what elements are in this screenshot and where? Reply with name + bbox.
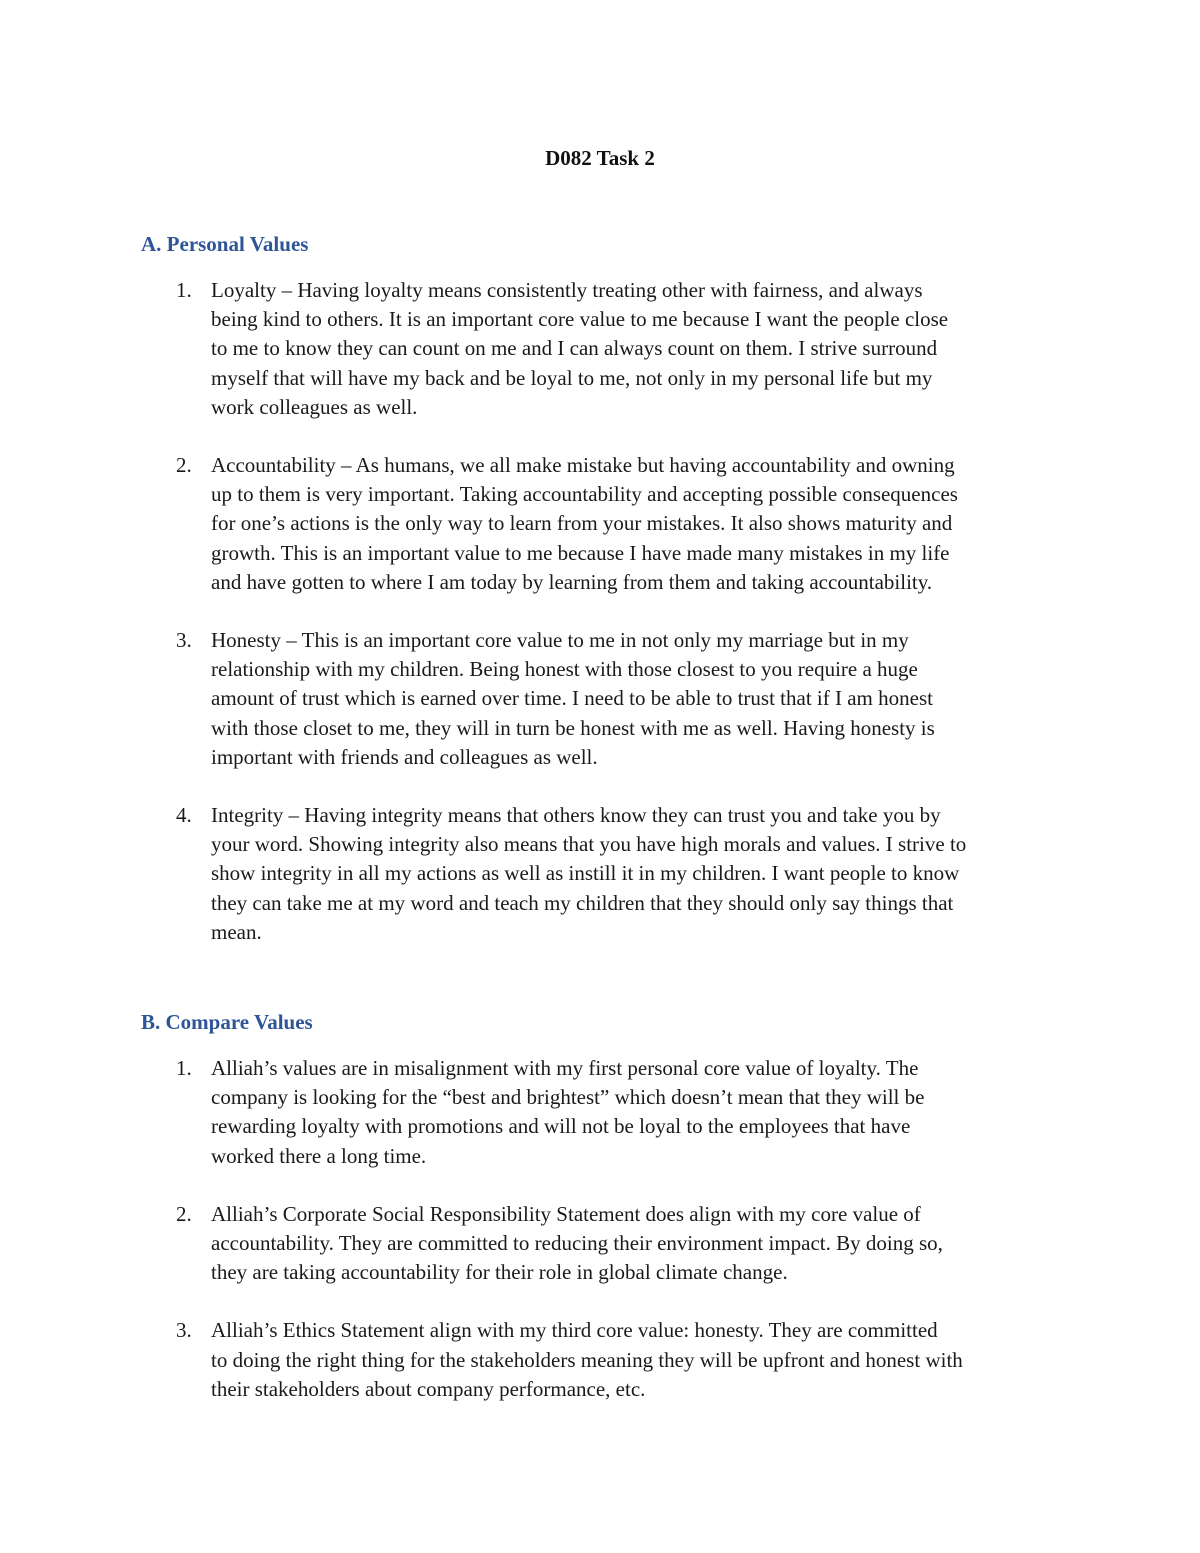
text-line: show integrity in all my actions as well as instill it in my children. I want people to know <box>211 861 960 886</box>
list-item <box>0 1316 1200 1404</box>
text-line: relationship with my children. Being honest with those closest to you require a huge <box>211 657 918 682</box>
text-line: their stakeholders about company performance, etc. <box>211 1376 646 1401</box>
text-line: Alliah’s Ethics Statement align with my third core value: honesty. They are committed <box>211 1318 938 1343</box>
text-line: Loyalty – Having loyalty means consistently treating other with fairness, and always <box>211 278 923 302</box>
text-line: myself that will have my back and be loyal to me, not only in my personal life but my <box>211 365 933 390</box>
section-heading-compare-values: B. Compare Values <box>141 1010 313 1034</box>
list-item-number: 1. <box>176 278 192 302</box>
list-item <box>0 276 1200 422</box>
text-line: they are taking accountability for their role in global climate change. <box>211 1260 788 1285</box>
list-item-number: 4. <box>176 803 192 828</box>
text-line: mean. <box>211 919 262 944</box>
list-item <box>0 1200 1200 1288</box>
document-title: D082 Task 2 <box>545 146 655 170</box>
text-line: to doing the right thing for the stakeholders meaning they will be upfront and honest with <box>211 1347 963 1372</box>
list-item <box>0 626 1200 772</box>
list-item-text <box>211 801 1063 947</box>
list-item <box>0 451 1200 597</box>
list-item-text <box>211 451 1063 597</box>
list-item-number: 2. <box>176 453 192 478</box>
text-line: work colleagues as well. <box>211 394 418 419</box>
text-line: amount of trust which is earned over time. I need to be able to trust that if I am honest <box>211 686 933 711</box>
list-item <box>0 801 1200 947</box>
text-line: with those closet to me, they will in turn be honest with me as well. Having honesty is <box>211 715 935 740</box>
list-item-number: 2. <box>176 1201 192 1226</box>
text-line: growth. This is an important value to me because I have made many mistakes in my life <box>211 540 950 565</box>
list-item-text <box>211 276 1063 422</box>
text-line: for one’s actions is the only way to learn from your mistakes. It also shows maturity and <box>211 511 953 536</box>
list-item-number: 3. <box>176 1318 192 1343</box>
text-line: company is looking for the “best and brightest” which doesn’t mean that they will be <box>211 1085 925 1110</box>
text-line: to me to know they can count on me and I can always count on them. I strive surround <box>211 336 938 361</box>
text-line: accountability. They are committed to reducing their environment impact. By doing so, <box>211 1231 943 1256</box>
list-item-text <box>211 1200 1063 1288</box>
list-item-text <box>211 1316 1063 1404</box>
text-line: rewarding loyalty with promotions and will not be loyal to the employees that have <box>211 1114 911 1139</box>
list-item <box>0 1054 1200 1171</box>
text-line: Honesty – This is an important core value to me in not only my marriage but in my <box>211 628 909 653</box>
text-line: Alliah’s values are in misalignment with my first personal core value of loyalty. The <box>211 1056 919 1080</box>
section-heading-personal-values: A. Personal Values <box>141 232 309 256</box>
list-item-number: 1. <box>176 1056 192 1080</box>
text-line: your word. Showing integrity also means that you have high morals and values. I strive to <box>211 832 967 857</box>
text-line: they can take me at my word and teach my children that they should only say things that <box>211 890 954 915</box>
list-item-text <box>211 1054 1063 1171</box>
text-line: being kind to others. It is an important core value to me because I want the people close <box>211 307 949 332</box>
list-item-number: 3. <box>176 628 192 653</box>
personal-values-list <box>0 276 1200 976</box>
list-item-text <box>211 626 1063 772</box>
text-line: Accountability – As humans, we all make mistake but having accountability and owning <box>211 453 955 478</box>
text-line: important with friends and colleagues as well. <box>211 744 598 769</box>
text-line: Alliah’s Corporate Social Responsibility Statement does align with my core value of <box>211 1201 921 1226</box>
text-line: up to them is very important. Taking accountability and accepting possible consequences <box>211 482 958 507</box>
compare-values-list <box>0 1054 1200 1433</box>
text-line: and have gotten to where I am today by learning from them and taking accountability. <box>211 569 933 594</box>
text-line: worked there a long time. <box>211 1143 427 1168</box>
text-line: Integrity – Having integrity means that others know they can trust you and take you by <box>211 803 941 828</box>
